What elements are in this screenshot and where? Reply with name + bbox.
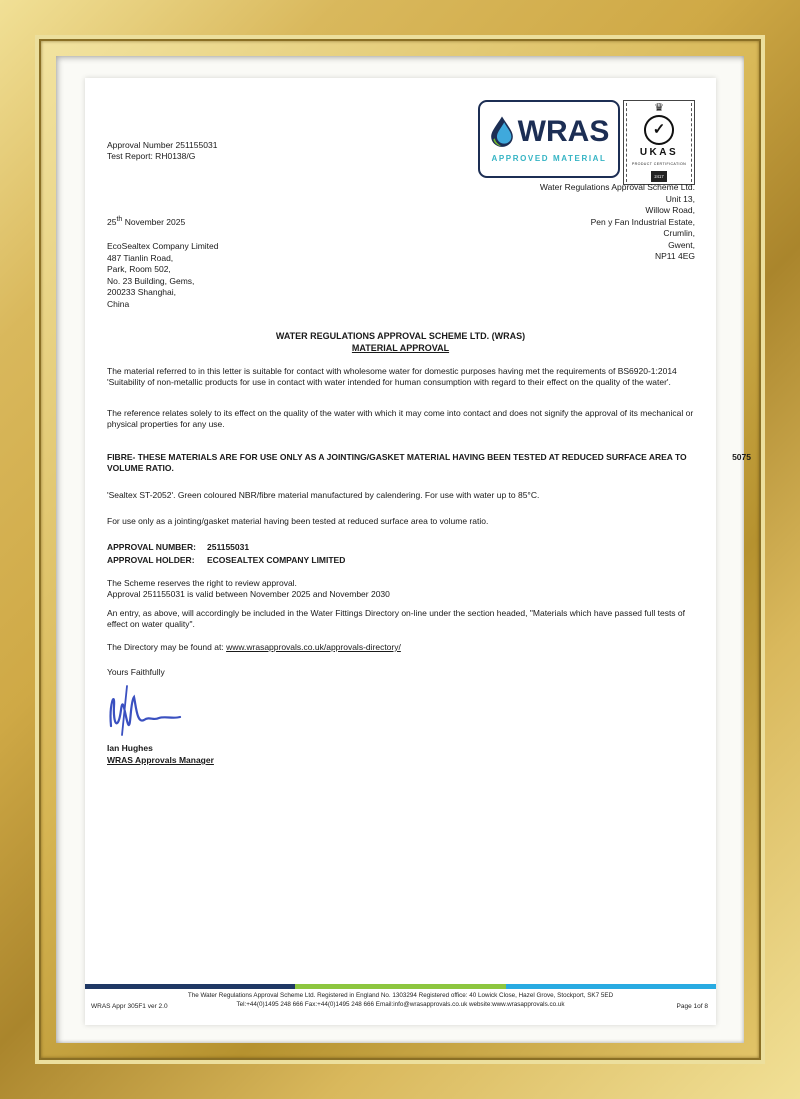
recipient-address-line: 200233 Shanghai, [107,287,177,297]
fibre-heading [107,452,751,474]
crown-icon: ♛ [654,102,664,114]
page-number: Page 1of 8 [676,1003,708,1010]
approval-number-row [107,542,249,553]
letter-title [85,330,716,354]
recipient-address [107,241,219,310]
paragraph-material-suitability: The material referred to in this letter is suitable for contact with wholesome water for domestic purposes having met the requirements of BS6920-1:2014 'Suitability of non-metallic products for use in contact with water intended for human consumption with regard to their effect on the quality of the water'. [107,366,677,387]
recipient-address-line: No. 23 Building, Gems, [107,275,195,286]
footer-contact-line: Tel:+44(0)1495 248 666 Fax:+44(0)1495 248 666 Email:info@wrasapprovals.co.uk website:www.wrasapprovals.co.uk [236,1001,565,1008]
review-block [107,578,390,600]
ukas-product-certification-label: PRODUCT CERTIFICATION [631,161,687,166]
logo-row [478,100,695,185]
review-line-1: The Scheme reserves the right to review approval. [107,578,297,588]
recipient-address-line: EcoSealtex Company Limited [107,241,219,251]
sender-address-line: Water Regulations Approval Scheme Ltd. [539,182,695,192]
recipient-address-line: 487 Tianlin Road, [107,252,174,263]
recipient-address-line: China [107,298,130,309]
directory-prefix: The Directory may be found at: [107,642,227,652]
signature-scribble [101,680,231,743]
date-day: 25 [107,216,117,227]
ukas-wordmark: UKAS [639,146,679,158]
sender-address-line: Willow Road, [645,205,695,215]
footer-color-bar [85,984,716,989]
paragraph-directory-entry: An entry, as above, will accordingly be included in the Water Fittings Directory on-line under the section headed, "Materials which have passed full tests of effect on water quality". [107,608,686,629]
ukas-accreditation-number: 2417 [651,171,666,182]
approval-holder-label: APPROVAL HOLDER: [107,555,195,565]
sender-address-line: Pen y Fan Industrial Estate, [590,216,695,227]
product-description: 'Sealtex ST-2052'. Green coloured NBR/fibre material manufactured by calendering. For use with water up to 85°C. [107,490,540,500]
closing-salutation: Yours Faithfully [107,667,165,677]
use-restriction-line: For use only as a jointing/gasket material having been tested at reduced surface area to volume ratio. [107,516,489,526]
fibre-heading-text: FIBRE- THESE MATERIALS ARE FOR USE ONLY AS A JOINTING/GASKET MATERIAL HAVING BEEN TESTED AT REDUCED SURFACE AREA TO VOLUME RATIO. [107,452,687,473]
fibre-code: 5075 [732,452,751,462]
letter-page [85,78,751,1025]
footer-registration-line: The Water Regulations Approval Scheme Ltd. Registered in England No. 1303294 Registered office: 40 Lowick Close, Hazel Grove, Stockport, SK7 5ED [187,992,614,999]
sender-address [540,182,695,263]
signatory-name: Ian Hughes [107,743,153,753]
test-report-ref: Test Report: RH0138/G [107,151,196,161]
signatory-title: WRAS Approvals Manager [107,755,214,765]
approval-number-value: 251155031 [207,542,250,552]
wras-approved-material-logo [478,100,620,178]
water-drop-icon [489,115,515,150]
sender-address-line: NP11 4EG [654,251,695,261]
directory-link[interactable]: www.wrasapprovals.co.uk/approvals-directory/ [226,642,401,652]
wras-approved-material-label: APPROVED MATERIAL [491,153,607,163]
approval-number-label: APPROVAL NUMBER: [107,542,196,552]
footer-bar-navy [85,984,295,989]
document-reference: WRAS Appr 305F1 ver 2.0 [91,1003,168,1010]
footer-bar-blue [506,984,716,989]
approval-holder-row [107,555,345,566]
date-ordinal: th [116,215,123,223]
ukas-logo [623,100,695,185]
title-line-2: MATERIAL APPROVAL [351,343,450,353]
sender-address-line: Unit 13, [665,193,695,204]
review-line-2: Approval 251155031 is valid between November 2025 and November 2030 [107,589,390,599]
paragraph-reference-scope: The reference relates solely to its effect on the quality of the water with which it may come into contact and does not signify the approval of its mechanical or physical properties for any use. [107,408,694,429]
letter-date [107,214,185,228]
title-line-1: WATER REGULATIONS APPROVAL SCHEME LTD. (WRAS) [275,331,526,341]
approval-holder-value: ECOSEALTEX COMPANY LIMITED [207,555,346,565]
sender-address-line: Gwent, [668,239,695,250]
recipient-address-line: Park, Room 502, [107,264,171,274]
footer-bar-green [295,984,505,989]
sender-address-line: Crumlin, [663,228,695,238]
wras-wordmark: WRAS [517,115,610,148]
directory-line [107,642,401,653]
checkmark-icon: ✓ [644,115,674,145]
date-month-year: November 2025 [122,216,186,227]
reference-block [107,140,217,162]
approval-number-ref: Approval Number 251155031 [107,140,218,150]
